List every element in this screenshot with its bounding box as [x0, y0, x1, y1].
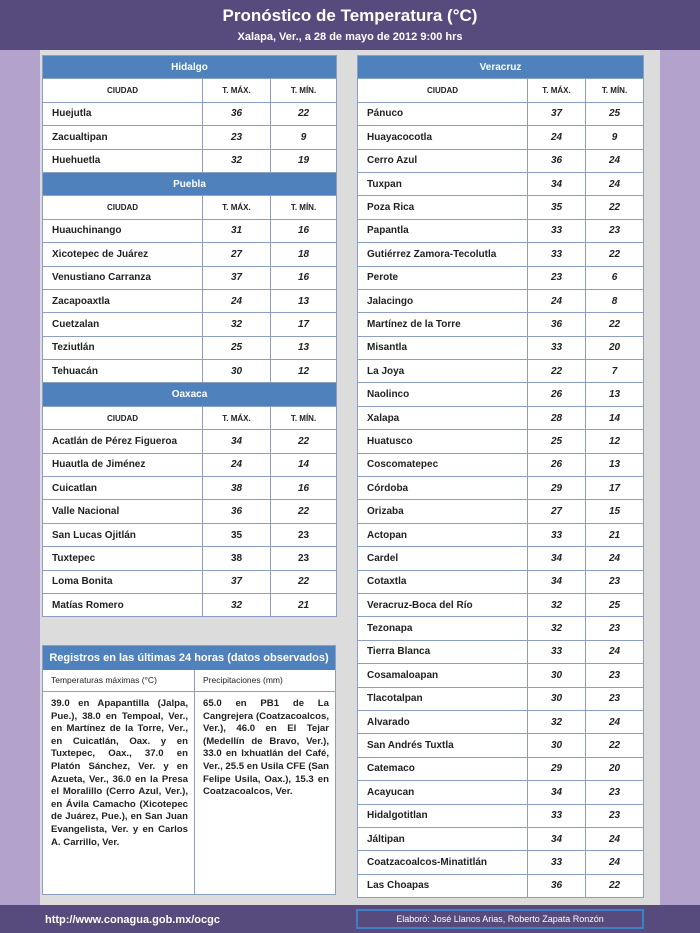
- table-row: [43, 593, 337, 616]
- table-row: [358, 547, 644, 570]
- min-temp: 13: [271, 289, 337, 312]
- min-temp: 20: [586, 336, 644, 359]
- table-row: [358, 126, 644, 149]
- city-name: Cardel: [358, 547, 528, 570]
- city-name: San Lucas Ojitlán: [43, 523, 203, 546]
- max-temp: 25: [203, 336, 271, 359]
- left-border: [0, 50, 40, 905]
- min-temp: 24: [586, 710, 644, 733]
- city-name: Huayacocotla: [358, 126, 528, 149]
- city-name: Tezonapa: [358, 617, 528, 640]
- table-row: [358, 781, 644, 804]
- city-name: Tlacotalpan: [358, 687, 528, 710]
- city-name: Acatlán de Pérez Figueroa: [43, 430, 203, 453]
- max-temp: 33: [528, 523, 586, 546]
- min-temp: 25: [586, 593, 644, 616]
- max-temp: 28: [528, 406, 586, 429]
- right-border: [660, 50, 700, 905]
- min-temp: 23: [586, 617, 644, 640]
- city-name: Cuetzalan: [43, 313, 203, 336]
- max-temp: 24: [203, 289, 271, 312]
- max-temp: 24: [528, 289, 586, 312]
- max-temp: 25: [528, 430, 586, 453]
- table-row: [43, 477, 337, 500]
- page-subtitle: Xalapa, Ver., a 28 de mayo de 2012 9:00 hrs: [237, 31, 463, 43]
- min-temp: 14: [271, 453, 337, 476]
- city-name: Tuxpan: [358, 172, 528, 195]
- table-row: [358, 336, 644, 359]
- table-row: [358, 477, 644, 500]
- table-row: [358, 289, 644, 312]
- column-header-city: CIUDAD: [358, 79, 528, 102]
- city-name: Misantla: [358, 336, 528, 359]
- city-name: Tuxtepec: [43, 547, 203, 570]
- max-temp: 37: [528, 102, 586, 125]
- state-header-row: [43, 172, 337, 195]
- city-name: Jáltipan: [358, 827, 528, 850]
- min-temp: 24: [586, 172, 644, 195]
- table-row: [43, 266, 337, 289]
- min-temp: 24: [586, 149, 644, 172]
- city-name: Acayucan: [358, 781, 528, 804]
- min-temp: 16: [271, 219, 337, 242]
- page-title: Pronóstico de Temperatura (°C): [222, 6, 478, 25]
- min-temp: 16: [271, 266, 337, 289]
- max-temp: 34: [528, 547, 586, 570]
- table-row: [43, 219, 337, 242]
- city-name: Pánuco: [358, 102, 528, 125]
- min-temp: 21: [271, 593, 337, 616]
- min-temp: 24: [586, 640, 644, 663]
- table-row: [43, 313, 337, 336]
- max-temp: 33: [528, 336, 586, 359]
- max-temp: 31: [203, 219, 271, 242]
- column-header-city: CIUDAD: [43, 79, 203, 102]
- precip-label: Precipitaciones (mm): [203, 675, 283, 685]
- city-name: Coscomatepec: [358, 453, 528, 476]
- table-row: [358, 430, 644, 453]
- table-row: [358, 102, 644, 125]
- min-temp: 22: [586, 243, 644, 266]
- min-temp: 24: [586, 547, 644, 570]
- max-temp: 33: [528, 804, 586, 827]
- table-row: [43, 360, 337, 383]
- min-temp: 24: [586, 851, 644, 874]
- city-name: San Andrés Tuxtla: [358, 734, 528, 757]
- min-temp: 6: [586, 266, 644, 289]
- min-temp: 20: [586, 757, 644, 780]
- city-name: Tierra Blanca: [358, 640, 528, 663]
- min-temp: 9: [586, 126, 644, 149]
- table-row: [358, 406, 644, 429]
- min-temp: 22: [586, 874, 644, 897]
- min-temp: 13: [586, 453, 644, 476]
- city-name: Huautla de Jiménez: [43, 453, 203, 476]
- table-row: [358, 360, 644, 383]
- max-temp: 34: [528, 570, 586, 593]
- table-row: [358, 617, 644, 640]
- max-temp: 30: [528, 664, 586, 687]
- city-name: Huejutla: [43, 102, 203, 125]
- max-temp: 37: [203, 266, 271, 289]
- min-temp: 22: [271, 500, 337, 523]
- city-name: Poza Rica: [358, 196, 528, 219]
- table-row: [43, 102, 337, 125]
- max-temp: 37: [203, 570, 271, 593]
- column-header-tmin: T. MÍN.: [271, 79, 337, 102]
- min-temp: 9: [271, 126, 337, 149]
- table-row: [358, 243, 644, 266]
- min-temp: 22: [271, 430, 337, 453]
- max-temp: 36: [203, 102, 271, 125]
- max-temp: 32: [203, 149, 271, 172]
- min-temp: 17: [271, 313, 337, 336]
- table-row: [358, 827, 644, 850]
- table-row: [358, 149, 644, 172]
- column-header-city: CIUDAD: [43, 196, 203, 219]
- state-name: Oaxaca: [43, 383, 337, 406]
- city-name: Papantla: [358, 219, 528, 242]
- min-temp: 23: [586, 570, 644, 593]
- max-temp: 29: [528, 757, 586, 780]
- state-header-row: [358, 56, 644, 79]
- max-temp: 36: [528, 313, 586, 336]
- city-name: La Joya: [358, 360, 528, 383]
- table-row: [43, 243, 337, 266]
- city-name: Naolinco: [358, 383, 528, 406]
- city-name: Loma Bonita: [43, 570, 203, 593]
- max-temp: 33: [528, 851, 586, 874]
- state-header-row: [43, 56, 337, 79]
- max-temp: 23: [203, 126, 271, 149]
- max-temp: 30: [203, 360, 271, 383]
- table-row: [358, 640, 644, 663]
- city-name: Teziutlán: [43, 336, 203, 359]
- max-temp: 24: [528, 126, 586, 149]
- city-name: Huauchinango: [43, 219, 203, 242]
- column-header-tmin: T. MÍN.: [271, 406, 337, 429]
- max-temp: 33: [528, 640, 586, 663]
- table-row: [43, 547, 337, 570]
- min-temp: 23: [271, 523, 337, 546]
- max-temp: 26: [528, 383, 586, 406]
- city-name: Xalapa: [358, 406, 528, 429]
- min-temp: 12: [271, 360, 337, 383]
- precip-text: 65.0 en PB1 de La Cangrejera (Coatzacoalcos, Ver.), 46.0 en El Tejar (Medellín de Bravo, Ver.), 33.0 en Ixhuatlán del Café, Ver., 25.5 en Usila CFE (San Felipe Usila, Oax.), 15.3 en Coatzacoalcos, Ver.: [203, 698, 329, 798]
- city-name: Catemaco: [358, 757, 528, 780]
- table-row: [43, 570, 337, 593]
- column-header-tmin: T. MÍN.: [271, 196, 337, 219]
- table-row: [358, 266, 644, 289]
- table-row: [358, 500, 644, 523]
- table-row: [43, 430, 337, 453]
- table-row: [43, 453, 337, 476]
- city-name: Zacualtipan: [43, 126, 203, 149]
- city-name: Matías Romero: [43, 593, 203, 616]
- footer-link[interactable]: http://www.conagua.gob.mx/ocgc: [45, 914, 220, 926]
- max-temp: 32: [203, 593, 271, 616]
- max-temp: 32: [203, 313, 271, 336]
- table-row: [43, 336, 337, 359]
- max-temp: 36: [528, 149, 586, 172]
- max-temp: 26: [528, 453, 586, 476]
- column-header-row: [43, 406, 337, 429]
- column-header-tmax: T. MÁX.: [203, 196, 271, 219]
- max-temp: 32: [528, 593, 586, 616]
- max-temp: 32: [528, 617, 586, 640]
- city-name: Martínez de la Torre: [358, 313, 528, 336]
- min-temp: 25: [586, 102, 644, 125]
- min-temp: 13: [586, 383, 644, 406]
- min-temp: 16: [271, 477, 337, 500]
- footer-credit: Elaboró: José Llanos Arias, Roberto Zapata Ronzón: [356, 909, 644, 929]
- table-row: [358, 383, 644, 406]
- min-temp: 22: [586, 196, 644, 219]
- max-temp: 27: [203, 243, 271, 266]
- column-header-tmax: T. MÁX.: [528, 79, 586, 102]
- records-title: Registros en las últimas 24 horas (datos observados): [43, 646, 335, 670]
- max-temp: 38: [203, 547, 271, 570]
- min-temp: 22: [271, 570, 337, 593]
- max-temp: 34: [528, 827, 586, 850]
- column-header-row: [43, 79, 337, 102]
- table-row: [358, 851, 644, 874]
- table-row: [43, 126, 337, 149]
- column-header-tmax: T. MÁX.: [203, 79, 271, 102]
- city-name: Coatzacoalcos-Minatitlán: [358, 851, 528, 874]
- city-name: Veracruz-Boca del Río: [358, 593, 528, 616]
- state-name: Hidalgo: [43, 56, 337, 79]
- footer-bar: [0, 905, 700, 933]
- table-row: [358, 874, 644, 897]
- left-forecast-table: [42, 55, 337, 617]
- max-temp: 33: [528, 243, 586, 266]
- records-subheaders: [43, 670, 335, 692]
- min-temp: 23: [586, 219, 644, 242]
- column-header-city: CIUDAD: [43, 406, 203, 429]
- city-name: Córdoba: [358, 477, 528, 500]
- min-temp: 12: [586, 430, 644, 453]
- min-temp: 23: [271, 547, 337, 570]
- city-name: Alvarado: [358, 710, 528, 733]
- veracruz-forecast-table: [357, 55, 644, 898]
- city-name: Venustiano Carranza: [43, 266, 203, 289]
- max-temp: 34: [528, 172, 586, 195]
- min-temp: 22: [586, 313, 644, 336]
- table-row: [358, 593, 644, 616]
- city-name: Valle Nacional: [43, 500, 203, 523]
- table-row: [358, 172, 644, 195]
- table-row: [43, 500, 337, 523]
- state-name: Veracruz: [358, 56, 644, 79]
- column-header-row: [43, 196, 337, 219]
- min-temp: 23: [586, 687, 644, 710]
- city-name: Cotaxtla: [358, 570, 528, 593]
- city-name: Cerro Azul: [358, 149, 528, 172]
- city-name: Hidalgotitlan: [358, 804, 528, 827]
- state-header-row: [43, 383, 337, 406]
- min-temp: 23: [586, 781, 644, 804]
- table-row: [358, 453, 644, 476]
- max-temp-label: Temperaturas máximas (°C): [43, 670, 195, 691]
- max-temp: 29: [528, 477, 586, 500]
- table-row: [358, 570, 644, 593]
- max-temp: 32: [528, 710, 586, 733]
- max-temp: 22: [528, 360, 586, 383]
- column-header-tmax: T. MÁX.: [203, 406, 271, 429]
- max-temp: 35: [528, 196, 586, 219]
- table-row: [358, 523, 644, 546]
- table-row: [43, 289, 337, 312]
- city-name: Gutiérrez Zamora-Tecolutla: [358, 243, 528, 266]
- table-row: [358, 687, 644, 710]
- city-name: Perote: [358, 266, 528, 289]
- city-name: Cuicatlan: [43, 477, 203, 500]
- table-row: [43, 523, 337, 546]
- min-temp: 22: [586, 734, 644, 757]
- city-name: Orizaba: [358, 500, 528, 523]
- table-row: [358, 219, 644, 242]
- max-temp: 36: [203, 500, 271, 523]
- min-temp: 23: [586, 804, 644, 827]
- column-header-tmin: T. MÍN.: [586, 79, 644, 102]
- min-temp: 13: [271, 336, 337, 359]
- records-body: [43, 692, 335, 894]
- table-row: [358, 664, 644, 687]
- max-temp: 35: [203, 523, 271, 546]
- state-name: Puebla: [43, 172, 337, 195]
- min-temp: 18: [271, 243, 337, 266]
- table-row: [358, 710, 644, 733]
- max-temp: 23: [528, 266, 586, 289]
- city-name: Xicotepec de Juárez: [43, 243, 203, 266]
- min-temp: 24: [586, 827, 644, 850]
- min-temp: 8: [586, 289, 644, 312]
- city-name: Huehuetla: [43, 149, 203, 172]
- city-name: Las Choapas: [358, 874, 528, 897]
- city-name: Jalacingo: [358, 289, 528, 312]
- min-temp: 22: [271, 102, 337, 125]
- min-temp: 23: [586, 664, 644, 687]
- min-temp: 14: [586, 406, 644, 429]
- max-temp: 30: [528, 734, 586, 757]
- header-banner: [0, 0, 700, 50]
- max-temp: 30: [528, 687, 586, 710]
- city-name: Zacapoaxtla: [43, 289, 203, 312]
- min-temp: 15: [586, 500, 644, 523]
- observed-records-box: [42, 645, 336, 895]
- max-temp: 34: [203, 430, 271, 453]
- city-name: Huatusco: [358, 430, 528, 453]
- max-temp-text: 39.0 en Apapantilla (Jalpa, Pue.), 38.0 en Tempoal, Ver., en Martínez de la Torre, Ver., en Cuicatlán, Oax. y en Tuxtepec, Oax., 37.0 en Platón Sánchez, Ver. y en Azueta, Ver., 36.0 en la Presa el Moralillo (Cerro Azul, Ver.), en Ávila Camacho (Xicotepec de Juárez, Pue.), en San Juan Evangelista, Ver. y en Carlos A. Carrillo, Ver.: [43, 692, 195, 894]
- max-temp: 33: [528, 219, 586, 242]
- min-temp: 19: [271, 149, 337, 172]
- max-temp: 27: [528, 500, 586, 523]
- table-row: [358, 313, 644, 336]
- min-temp: 17: [586, 477, 644, 500]
- min-temp: 21: [586, 523, 644, 546]
- min-temp: 7: [586, 360, 644, 383]
- column-header-row: [358, 79, 644, 102]
- max-temp: 38: [203, 477, 271, 500]
- table-row: [358, 757, 644, 780]
- max-temp: 34: [528, 781, 586, 804]
- max-temp: 24: [203, 453, 271, 476]
- table-row: [358, 196, 644, 219]
- table-row: [358, 804, 644, 827]
- table-row: [358, 734, 644, 757]
- city-name: Actopan: [358, 523, 528, 546]
- city-name: Cosamaloapan: [358, 664, 528, 687]
- table-row: [43, 149, 337, 172]
- city-name: Tehuacán: [43, 360, 203, 383]
- max-temp: 36: [528, 874, 586, 897]
